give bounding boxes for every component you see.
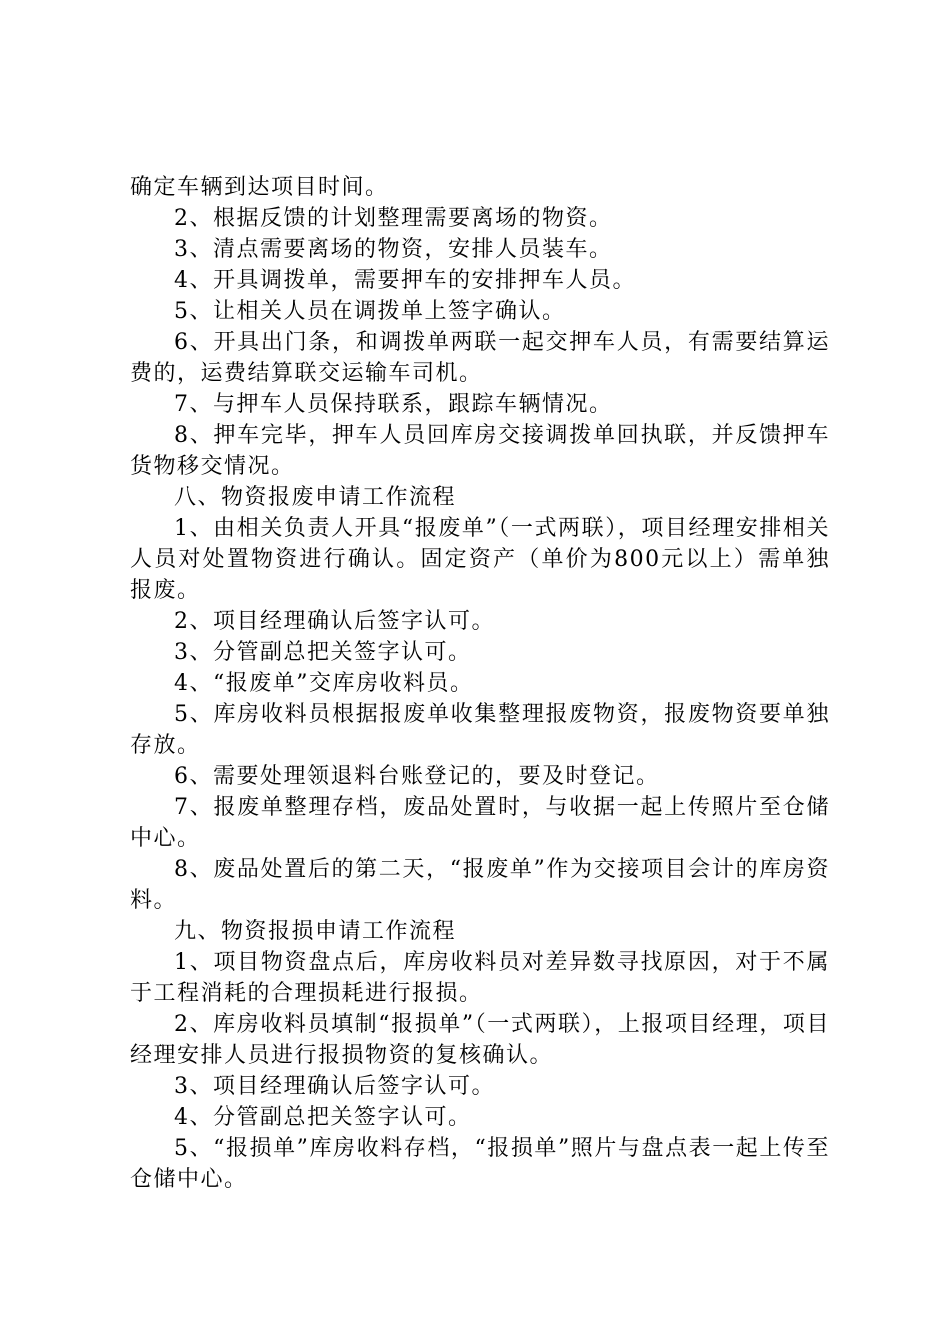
paragraph-scrap-5: 5、库房收料员根据报废单收集整理报废物资，报废物资要单独存放。 — [130, 702, 830, 758]
paragraph-item-5: 5、让相关人员在调拨单上签字确认。 — [174, 299, 566, 324]
paragraph-item-2: 2、根据反馈的计划整理需要离场的物资。 — [174, 206, 613, 231]
paragraph-scrap-4: 4、“报废单”交库房收料员。 — [174, 671, 474, 696]
paragraph-loss-4: 4、分管副总把关签字认可。 — [174, 1105, 472, 1130]
paragraph-scrap-2: 2、项目经理确认后签字认可。 — [174, 609, 495, 634]
document-body — [130, 172, 830, 1195]
section-heading-loss: 九、物资报损申请工作流程 — [174, 919, 457, 944]
paragraph-loss-1: 1、项目物资盘点后，库房收料员对差异数寻找原因，对于不属于工程消耗的合理损耗进行报损。 — [130, 950, 830, 1006]
paragraph-continuation: 确定车辆到达项目时间。 — [130, 175, 389, 200]
paragraph-item-3: 3、清点需要离场的物资，安排人员装车。 — [174, 237, 613, 262]
paragraph-scrap-3: 3、分管副总把关签字认可。 — [174, 640, 472, 665]
paragraph-scrap-6: 6、需要处理领退料台账登记的，要及时登记。 — [174, 764, 660, 789]
paragraph-item-7: 7、与押车人员保持联系，跟踪车辆情况。 — [174, 392, 613, 417]
paragraph-loss-3: 3、项目经理确认后签字认可。 — [174, 1074, 495, 1099]
section-heading-scrap: 八、物资报废申请工作流程 — [174, 485, 457, 510]
paragraph-item-8: 8、押车完毕，押车人员回库房交接调拨单回执联，并反馈押车货物移交情况。 — [130, 423, 830, 479]
paragraph-scrap-1: 1、由相关负责人开具“报废单”（一式两联），项目经理安排相关人员对处置物资进行确认。固定资产（单价为800元以上）需单独报废。 — [130, 516, 830, 603]
paragraph-item-4: 4、开具调拨单，需要押车的安排押车人员。 — [174, 268, 636, 293]
paragraph-item-6: 6、开具出门条，和调拨单两联一起交押车人员，有需要结算运费的，运费结算联交运输车司机。 — [130, 330, 830, 386]
paragraph-loss-5: 5、“报损单”库房收料存档，“报损单”照片与盘点表一起上传至仓储中心。 — [130, 1136, 830, 1192]
paragraph-scrap-7: 7、报废单整理存档，废品处置时，与收据一起上传照片至仓储中心。 — [130, 795, 830, 851]
paragraph-loss-2: 2、库房收料员填制“报损单”（一式两联），上报项目经理，项目经理安排人员进行报损物资的复核确认。 — [130, 1012, 830, 1068]
paragraph-scrap-8: 8、废品处置后的第二天，“报废单”作为交接项目会计的库房资料。 — [130, 857, 830, 913]
